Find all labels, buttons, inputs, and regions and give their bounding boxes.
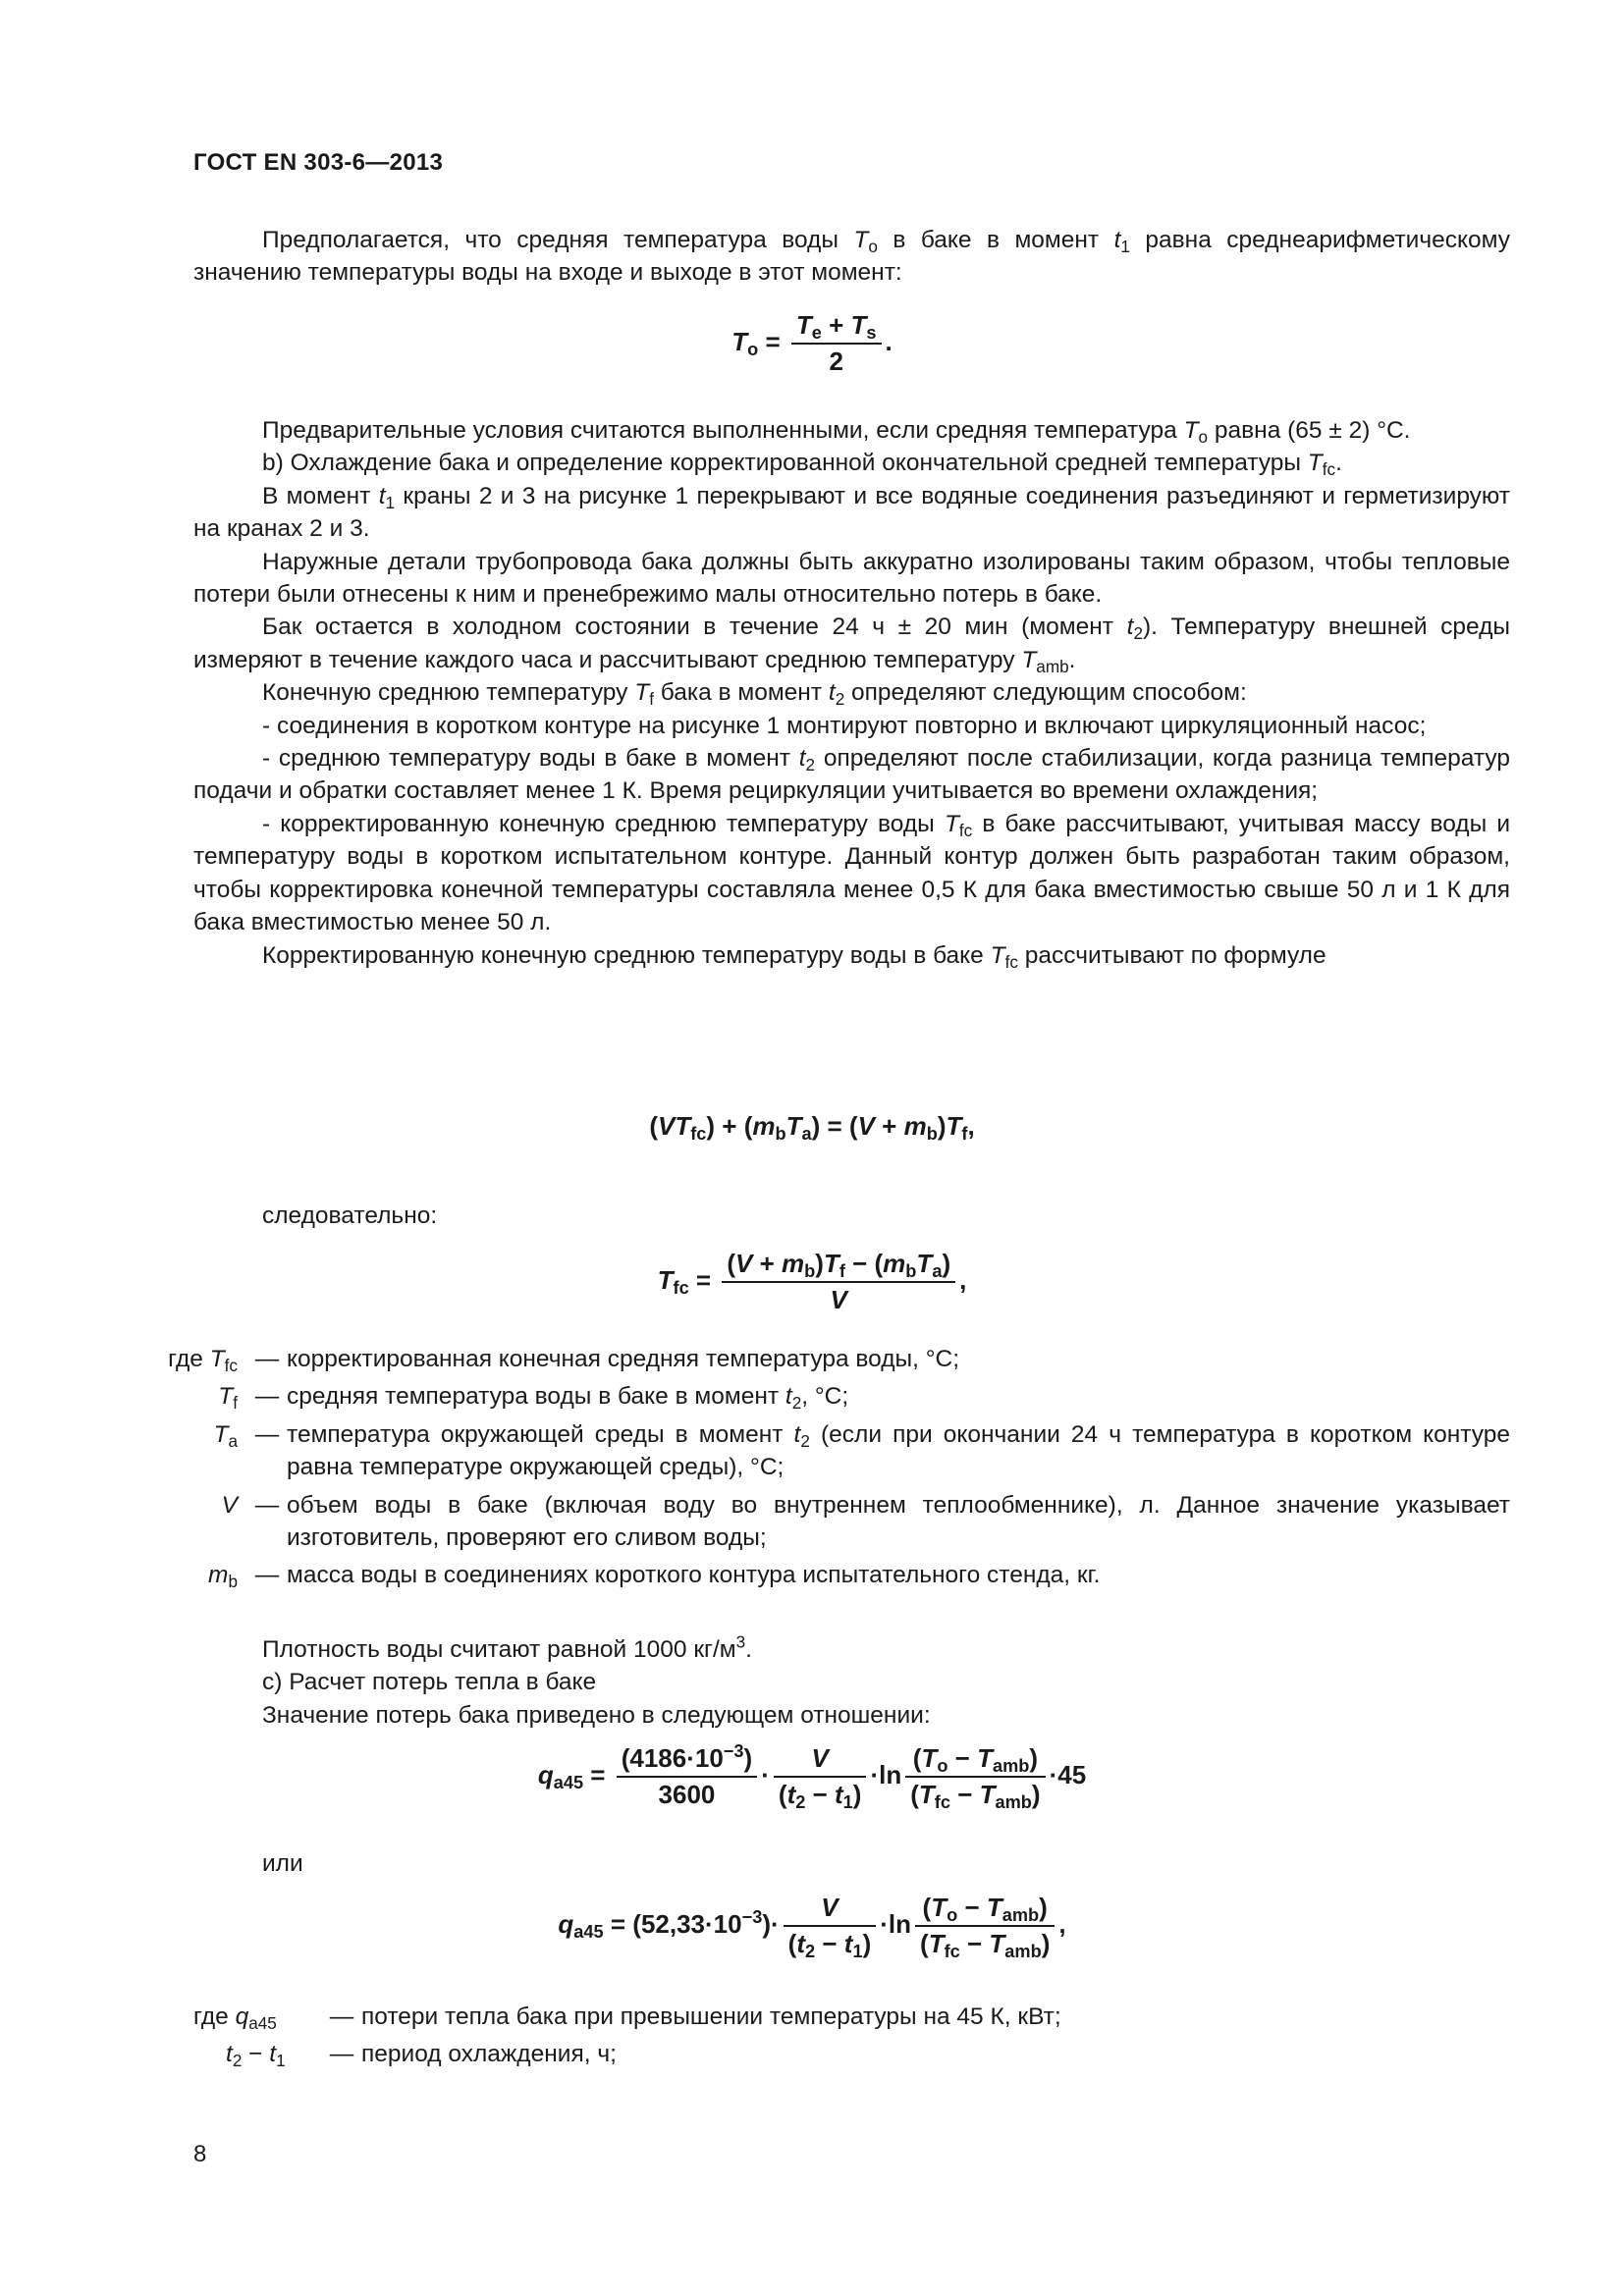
page-number: 8 <box>193 2141 207 2167</box>
text-block-3 <box>193 1200 1510 1232</box>
definition-row: $T_a$ — температура окружающей среды в момент $t_2$ (если при окончании 24 ч температура в коротком контуре равна температуре окружающей среды), °С; <box>213 1420 1510 1481</box>
paragraph: b) Охлаждение бака и определение корректированной окончательной средней температуры $T_{fc}$. <box>262 450 1342 480</box>
text-block-1 <box>193 224 1510 290</box>
text-block-2 <box>193 414 1510 972</box>
definition-row: где $q_{a45}$ — потери тепла бака при превышении температуры на 45 К, кВт; <box>193 2003 1061 2033</box>
formula-tfc: $T_{fc}$ = $\frac{(V + m_b)T_f - (m_bT_a)}{V}$ , <box>657 1249 967 1314</box>
definition-row: где $T_{fc}$ — корректированная конечная средняя температура воды, °С; <box>168 1346 960 1375</box>
formula-to: $T_o$ = $\frac{T_e + T_s}{2}$ . <box>731 310 893 376</box>
paragraph: или <box>262 1850 303 1877</box>
definition-row: $m_b$ — масса воды в соединениях короткого контура испытательного стенда, кг. <box>208 1562 1101 1592</box>
paragraph: Предварительные условия считаются выполненными, если средняя температура $T_o$ равна (65 ± 2) °С. <box>262 417 1411 447</box>
paragraph: Плотность воды считают равной 1000 $кг/м^3$. <box>262 1631 752 1663</box>
paragraph: - соединения в коротком контуре на рисунке 1 монтируют повторно и включают циркуляционный насос; <box>262 712 1427 739</box>
paragraph: В момент $t_1$ краны 2 и 3 на рисунке 1 перекрывают и все водяные соединения разъединяют и герметизируют на кранах 2 и 3. <box>193 482 1510 543</box>
paragraph: Корректированную конечную среднюю температуру воды в баке $T_{fc}$ рассчитывают по формуле <box>262 941 1326 972</box>
formula-qa45-1: $q_{a45}$ = $\frac{(4186\cdot 10^{-3})}{3600}$ · $\frac{V}{(t_2 - t_1)}$ ·ln $\frac{(T_o - T_{amb})}{(T_{fc} - T_{amb})}$ ·45 <box>537 1741 1087 1813</box>
formula-balance: $(VT_{fc}) + (m_bT_a) = (V + m_b)T_f$, <box>649 1111 975 1145</box>
definition-row: V — объем воды в баке (включая воду во внутреннем теплообменнике), л. Данное значение указывает изготовитель, проверяют его сливом воды; <box>221 1491 1510 1552</box>
text-block-4 <box>193 1633 1510 1732</box>
paragraph: Предполагается, что средняя температура воды $T_o$ в баке в момент $t_1$ равна среднеарифметическому значению температуры воды на входе и выходе в этот момент: <box>193 227 1510 287</box>
paragraph: следовательно: <box>262 1202 438 1229</box>
paragraph: Конечную среднюю температуру $T_f$ бака в момент $t_2$ определяют следующим способом: <box>262 679 1247 710</box>
definitions-list-2 <box>0 2001 1624 2076</box>
paragraph: с) Расчет потерь тепла в баке <box>262 1669 597 1696</box>
paragraph: Значение потерь бака приведено в следующем отношении: <box>262 1701 931 1729</box>
paragraph: Бак остается в холодном состоянии в течение 24 ч ± 20 мин (момент $t_2$). Температуру внешней среды измеряют в течение каждого часа и рассчитывают среднюю температуру $T_{amb}$. <box>193 614 1510 676</box>
paragraph: - среднюю температуру воды в баке в момент $t_2$ определяют после стабилизации, когда разница температур подачи и обратки составляет менее 1 К. Время рециркуляции учитывается во времени охлаждения; <box>193 745 1510 805</box>
definitions-list-1 <box>0 1343 1624 1597</box>
paragraph: - корректированную конечную среднюю температуру воды $T_{fc}$ в баке рассчитывают, учитывая массу воды и температуру воды в коротком испытательном контуре. Данный контур должен быть разработан таким образом, чтобы корректировка конечной температуры составляла менее 0,5 К для бака вместимостью свыше 50 л и 1 К для бака вместимостью менее 50 л. <box>193 810 1511 936</box>
definition-row: $T_f$ — средняя температура воды в баке в момент $t_2$, °С; <box>218 1383 849 1414</box>
paragraph: Наружные детали трубопровода бака должны быть аккуратно изолированы таким образом, чтобы тепловые потери были отнесены к ним и пренебрежимо малы относительно потерь в баке. <box>193 548 1510 609</box>
definition-row: $t_2 - t_1$ — период охлаждения, ч; <box>226 2041 617 2071</box>
document-header: ГОСТ EN 303-6—2013 <box>193 149 444 176</box>
formula-qa45-2: $q_{a45} = (52,33\cdot 10^{-3})\cdot$ $\frac{V}{(t_2 - t_1)}$ ·ln $\frac{(T_o - T_{amb})}{(T_{fc} - T_{amb})}$ , <box>558 1893 1066 1962</box>
text-block-5 <box>193 1847 1510 1880</box>
